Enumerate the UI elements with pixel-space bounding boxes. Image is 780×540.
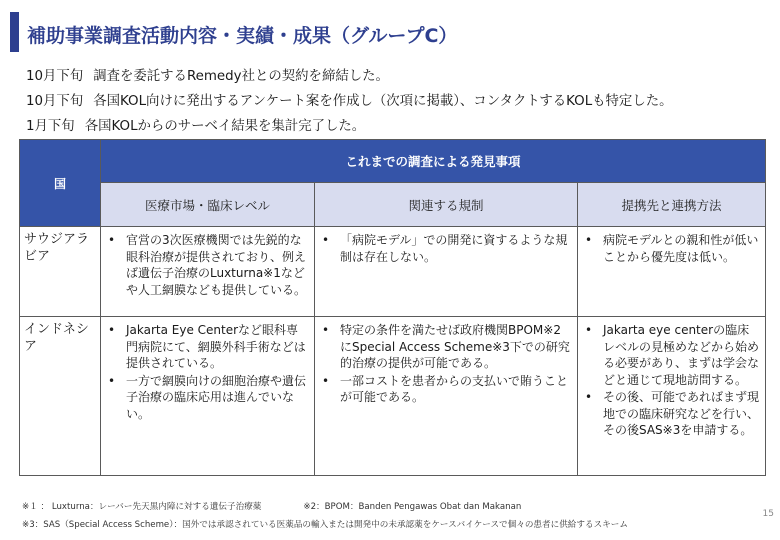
progress-text: 各国KOLからのサーベイ結果を集計完了した。 <box>84 119 366 134</box>
progress-item <box>26 89 673 114</box>
country-cell: インドネシア <box>20 317 101 476</box>
list-item: • 病院モデルとの親和性が低いことから優先度は低い。 <box>582 232 760 265</box>
list-item: • 特定の条件を満たせば政府機関BPOM※2にSpecial Access Scheme※3下での研究的治療の提供が可能である。 <box>319 322 572 372</box>
list-item: • 「病院モデル」での開発に資するような規制は存在しない。 <box>319 232 572 265</box>
column-header-market: 医療市場・臨床レベル <box>101 183 315 227</box>
market-cell <box>101 227 315 317</box>
list-item: • 一方で網膜向けの細胞治療や遺伝子治療の臨床応用は進んでいない。 <box>105 373 309 423</box>
table-row-saudi <box>20 227 766 317</box>
partner-cell <box>578 317 766 476</box>
column-header-regulation: 関連する規制 <box>315 183 578 227</box>
footnote-2: ※2：BPOM：Banden Pengawas Obat dan Makanan <box>303 502 522 512</box>
title-accent-bar <box>10 12 19 52</box>
findings-table <box>19 139 766 476</box>
progress-date: 10月下旬 <box>26 69 84 84</box>
partner-cell <box>578 227 766 317</box>
list-item: • Jakarta Eye Centerなど眼科専門病院にて、網膜外科手術などは提供されている。 <box>105 322 309 372</box>
progress-text: 調査を委託するRemedy社との契約を締結した。 <box>93 69 389 84</box>
progress-text: 各国KOL向けに発出するアンケート案を作成し（次項に掲載）、コンタクトするKOLも特定した。 <box>93 94 673 109</box>
list-item: • その後、可能であればまず現地での臨床研究などを行い、その後SAS※3を申請する。 <box>582 389 760 439</box>
market-cell <box>101 317 315 476</box>
progress-item <box>26 64 673 89</box>
progress-date: 10月下旬 <box>26 94 84 109</box>
country-header: 国 <box>20 140 101 227</box>
page-title: 補助事業調査活動内容・実績・成果（グループC） <box>27 25 458 47</box>
column-header-partner: 提携先と連携方法 <box>578 183 766 227</box>
page-number: 15 <box>762 509 774 519</box>
list-item: • 一部コストを患者からの支払いで賄うことが可能である。 <box>319 373 572 406</box>
footnote-line-1 <box>22 500 521 512</box>
regulation-cell <box>315 227 578 317</box>
footnote-3: ※3：SAS（Special Access Scheme）：国外では承認されている医薬品の輸入または開発中の未承認薬をケースバイケースで個々の患者に供給するスキーム <box>22 520 628 530</box>
progress-item <box>26 114 673 139</box>
country-cell: サウジアラビア <box>20 227 101 317</box>
footnote-1: ※１ ： Luxturna：レーバー先天黒内障に対する遺伝子治療薬 <box>22 502 262 512</box>
progress-date: 1月下旬 <box>26 119 75 134</box>
regulation-cell <box>315 317 578 476</box>
progress-list <box>26 64 673 139</box>
findings-group-header: これまでの調査による発見事項 <box>101 140 766 183</box>
list-item: • 官営の3次医療機関では先鋭的な眼科治療が提供されており、例えば遺伝子治療のLuxturna※1などや人工網膜なども提供している。 <box>105 232 309 298</box>
table-row-indonesia <box>20 317 766 476</box>
list-item: • Jakarta eye centerの臨床レベルの見極めなどから始める必要があり、まずは学会などと通じて現地訪問する。 <box>582 322 760 388</box>
